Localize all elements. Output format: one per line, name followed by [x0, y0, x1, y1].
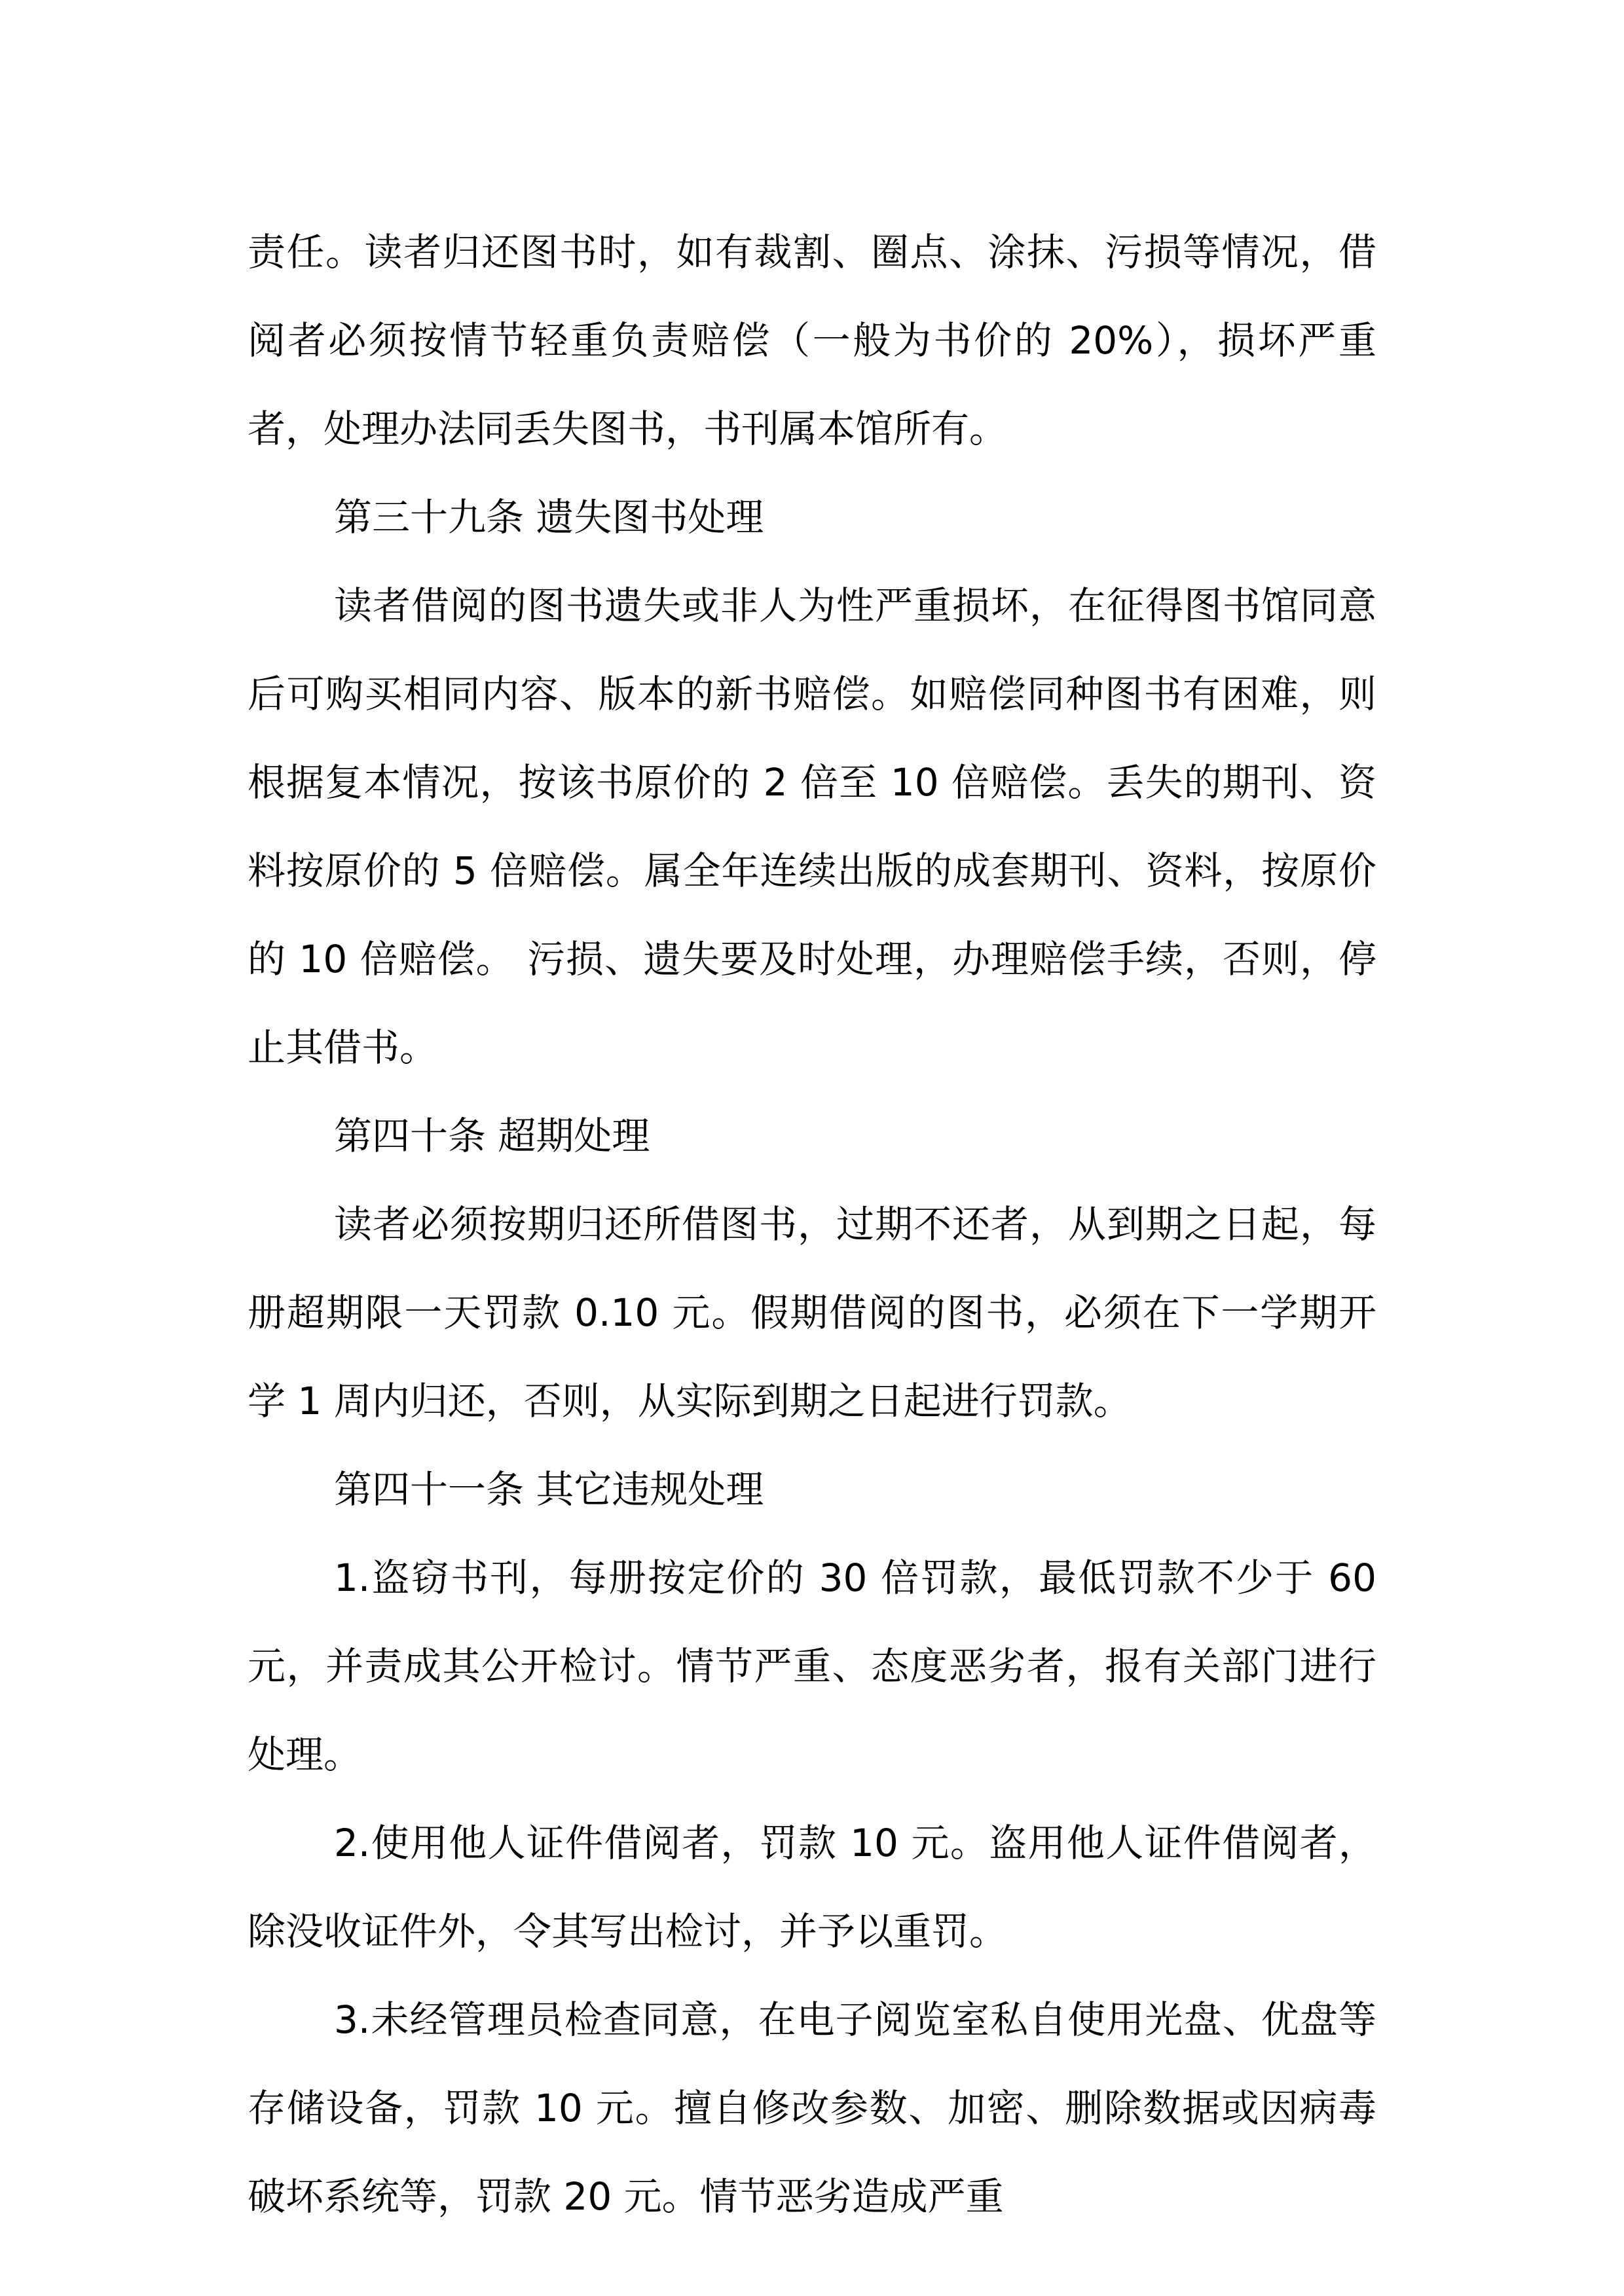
paragraph-continuation: 责任。读者归还图书时，如有裁割、圈点、涂抹、污损等情况，借阅者必须按情节轻重负责赔偿（一般为书价的 20%），损坏严重者，处理办法同丢失图书，书刊属本馆所有。 [248, 230, 1376, 451]
article-40-body: 读者必须按期归还所借图书，过期不还者，从到期之日起，每册超期限一天罚款 0.10 元。假期借阅的图书，必须在下一学期开学 1 周内归还，否则，从实际到期之日起进行罚款。 [248, 1202, 1376, 1423]
document-body [248, 208, 1376, 2241]
article-39-body: 读者借阅的图书遗失或非人为性严重损坏，在征得图书馆同意后可购买相同内容、版本的新书赔偿。如赔偿同种图书有困难，则根据复本情况，按该书原价的 2 倍至 10 倍赔偿。丢失的期刊、资料按原价的 5 倍赔偿。属全年连续出版的成套期刊、资料，按原价的 10 倍赔偿。 污损、遗失要及时处理，办理赔偿手续，否则，停止其借书。 [248, 583, 1376, 1070]
article-41-item-1: 1.盗窃书刊，每册按定价的 30 倍罚款，最低罚款不少于 60 元，并责成其公开检讨。情节严重、态度恶劣者，报有关部门进行处理。 [248, 1556, 1376, 1777]
article-40-heading: 第四十条 超期处理 [334, 1114, 650, 1158]
article-41-item-3: 3.未经管理员检查同意，在电子阅览室私自使用光盘、优盘等存储设备，罚款 10 元。擅自修改参数、加密、删除数据或因病毒破坏系统等，罚款 20 元。情节恶劣造成严重 [248, 1997, 1376, 2219]
article-41-item-2: 2.使用他人证件借阅者，罚款 10 元。盗用他人证件借阅者，除没收证件外，令其写出检讨，并予以重罚。 [248, 1821, 1376, 1954]
article-39-heading: 第三十九条 遗失图书处理 [334, 495, 764, 539]
article-41-heading: 第四十一条 其它违规处理 [334, 1467, 764, 1512]
